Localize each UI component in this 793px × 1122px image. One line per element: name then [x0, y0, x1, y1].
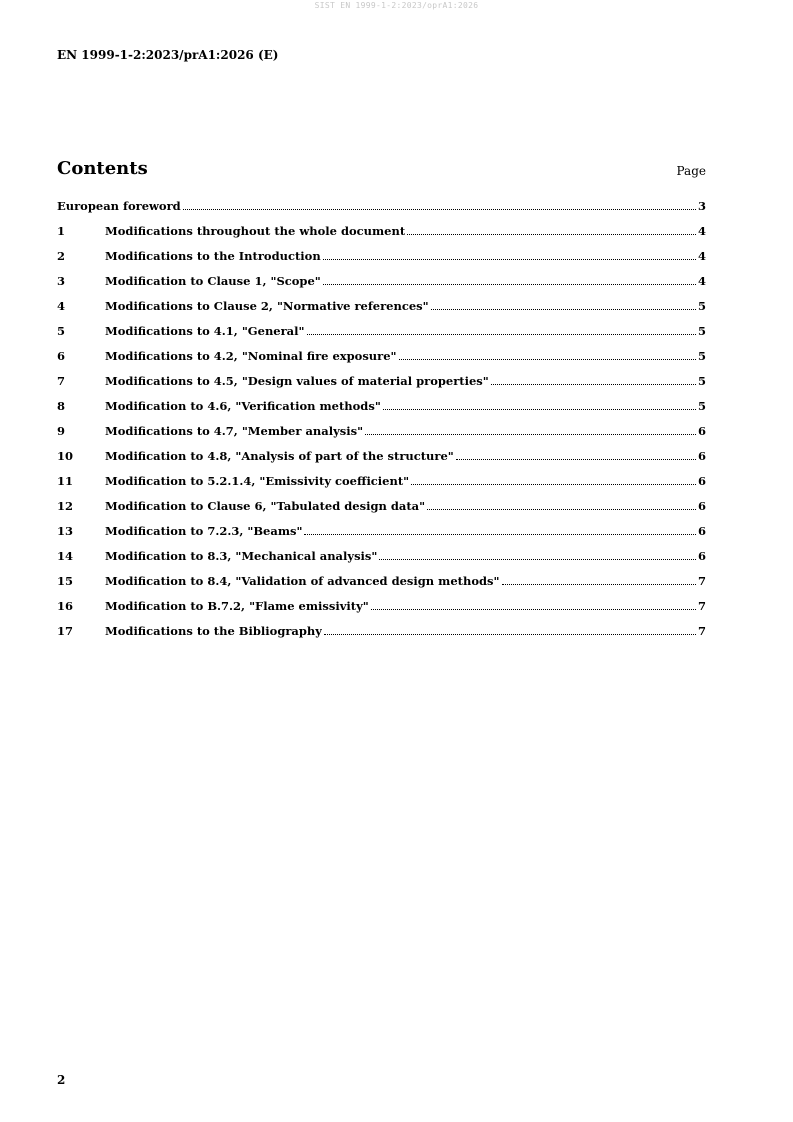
toc-entry-page: 5 — [697, 374, 706, 388]
toc-dot-leader — [183, 209, 696, 210]
toc-entry[interactable] — [57, 449, 706, 474]
toc-dot-leader — [324, 634, 696, 635]
toc-dot-leader — [379, 559, 696, 560]
toc-entry[interactable] — [57, 399, 706, 424]
toc-dot-leader — [371, 609, 696, 610]
toc-entry[interactable] — [57, 224, 706, 249]
toc-entry-page: 7 — [697, 599, 706, 613]
toc-dot-leader — [502, 584, 696, 585]
toc-entry-title: Modification to B.7.2, "Flame emissivity" — [105, 599, 369, 613]
toc-entry-title: Modification to 8.3, "Mechanical analysis" — [105, 549, 378, 563]
toc-entry-title: Modification to 4.8, "Analysis of part of the structure" — [105, 449, 454, 463]
toc-entry-number: 4 — [57, 299, 66, 313]
toc-entry-title: Modification to 7.2.3, "Beams" — [105, 524, 303, 538]
toc-entry-page: 4 — [697, 224, 706, 238]
toc-entry-number: 7 — [57, 374, 66, 388]
toc-entry-number: 12 — [57, 499, 74, 513]
toc-dot-leader — [411, 484, 696, 485]
toc-dot-leader — [431, 309, 696, 310]
toc-entry-number: 3 — [57, 274, 66, 288]
toc-entry-title: Modifications throughout the whole document — [105, 224, 406, 238]
toc-entry[interactable] — [57, 574, 706, 599]
toc-entry-page: 5 — [697, 399, 706, 413]
toc-entry-title: Modifications to Clause 2, "Normative references" — [105, 299, 429, 313]
toc-dot-leader — [407, 234, 696, 235]
toc-dot-leader — [427, 509, 696, 510]
toc-entry-number: 16 — [57, 599, 74, 613]
toc-entry-page: 5 — [697, 299, 706, 313]
toc-entry-page: 7 — [697, 624, 706, 638]
toc-entry-number: 5 — [57, 324, 66, 338]
contents-title: Contents — [57, 158, 148, 179]
toc-entry-page: 4 — [697, 249, 706, 263]
toc-entry-number: 10 — [57, 449, 74, 463]
toc-entry[interactable] — [57, 249, 706, 274]
toc-entry[interactable] — [57, 374, 706, 399]
toc-entry[interactable] — [57, 524, 706, 549]
toc-dot-leader — [399, 359, 696, 360]
toc-entry-number: 6 — [57, 349, 66, 363]
toc-entry[interactable] — [57, 624, 706, 649]
page-column-label: Page — [676, 164, 706, 178]
toc-entry-title: Modification to 4.6, "Verification methods" — [105, 399, 381, 413]
toc-entry-number: 14 — [57, 549, 74, 563]
toc-entry[interactable] — [57, 274, 706, 299]
toc-entry-number: 17 — [57, 624, 74, 638]
toc-entry-number: 2 — [57, 249, 66, 263]
toc-entry-title: Modification to 5.2.1.4, "Emissivity coefficient" — [105, 474, 410, 488]
toc-entry[interactable] — [57, 349, 706, 374]
toc-entry-title: Modification to 8.4, "Validation of advanced design methods" — [105, 574, 500, 588]
document-id-header: EN 1999-1-2:2023/prA1:2026 (E) — [57, 48, 279, 62]
toc-entry-title: Modifications to the Bibliography — [105, 624, 322, 638]
toc-entry-title: Modifications to 4.5, "Design values of material properties" — [105, 374, 489, 388]
toc-entry[interactable] — [57, 199, 706, 224]
toc-dot-leader — [491, 384, 696, 385]
toc-entry-page: 7 — [697, 574, 706, 588]
toc-entry-number: 11 — [57, 474, 74, 488]
toc-entry[interactable] — [57, 549, 706, 574]
toc-entry-page: 6 — [697, 474, 706, 488]
toc-entry-number: 15 — [57, 574, 74, 588]
page-number: 2 — [57, 1073, 66, 1087]
toc-dot-leader — [323, 284, 696, 285]
toc-entry[interactable] — [57, 324, 706, 349]
toc-entry-title: Modification to Clause 6, "Tabulated design data" — [105, 499, 426, 513]
toc-entry-title: European foreword — [57, 199, 181, 213]
toc-entry[interactable] — [57, 299, 706, 324]
toc-dot-leader — [307, 334, 696, 335]
toc-entry-page: 6 — [697, 549, 706, 563]
toc-dot-leader — [304, 534, 696, 535]
toc-entry-title: Modification to Clause 1, "Scope" — [105, 274, 321, 288]
toc-entry[interactable] — [57, 474, 706, 499]
toc-entry-number: 8 — [57, 399, 66, 413]
toc-entry-number: 1 — [57, 224, 66, 238]
toc-entry-title: Modifications to 4.7, "Member analysis" — [105, 424, 364, 438]
toc-dot-leader — [383, 409, 696, 410]
toc-entry-page: 6 — [697, 524, 706, 538]
toc-entry-page: 4 — [697, 274, 706, 288]
toc-dot-leader — [365, 434, 696, 435]
toc-entry-number: 9 — [57, 424, 66, 438]
table-of-contents — [57, 199, 706, 649]
toc-entry[interactable] — [57, 599, 706, 624]
toc-entry-page: 6 — [697, 449, 706, 463]
toc-entry-title: Modifications to the Introduction — [105, 249, 321, 263]
toc-entry[interactable] — [57, 499, 706, 524]
toc-entry-page: 3 — [697, 199, 706, 213]
toc-entry-page: 6 — [697, 499, 706, 513]
toc-entry-title: Modifications to 4.2, "Nominal fire exposure" — [105, 349, 397, 363]
toc-dot-leader — [323, 259, 696, 260]
toc-entry-number: 13 — [57, 524, 74, 538]
toc-entry-title: Modifications to 4.1, "General" — [105, 324, 305, 338]
toc-entry[interactable] — [57, 424, 706, 449]
toc-dot-leader — [456, 459, 696, 460]
toc-entry-page: 6 — [697, 424, 706, 438]
toc-entry-page: 5 — [697, 324, 706, 338]
watermark: SIST EN 1999-1-2:2023/oprA1:2026 — [314, 1, 479, 10]
toc-entry-page: 5 — [697, 349, 706, 363]
